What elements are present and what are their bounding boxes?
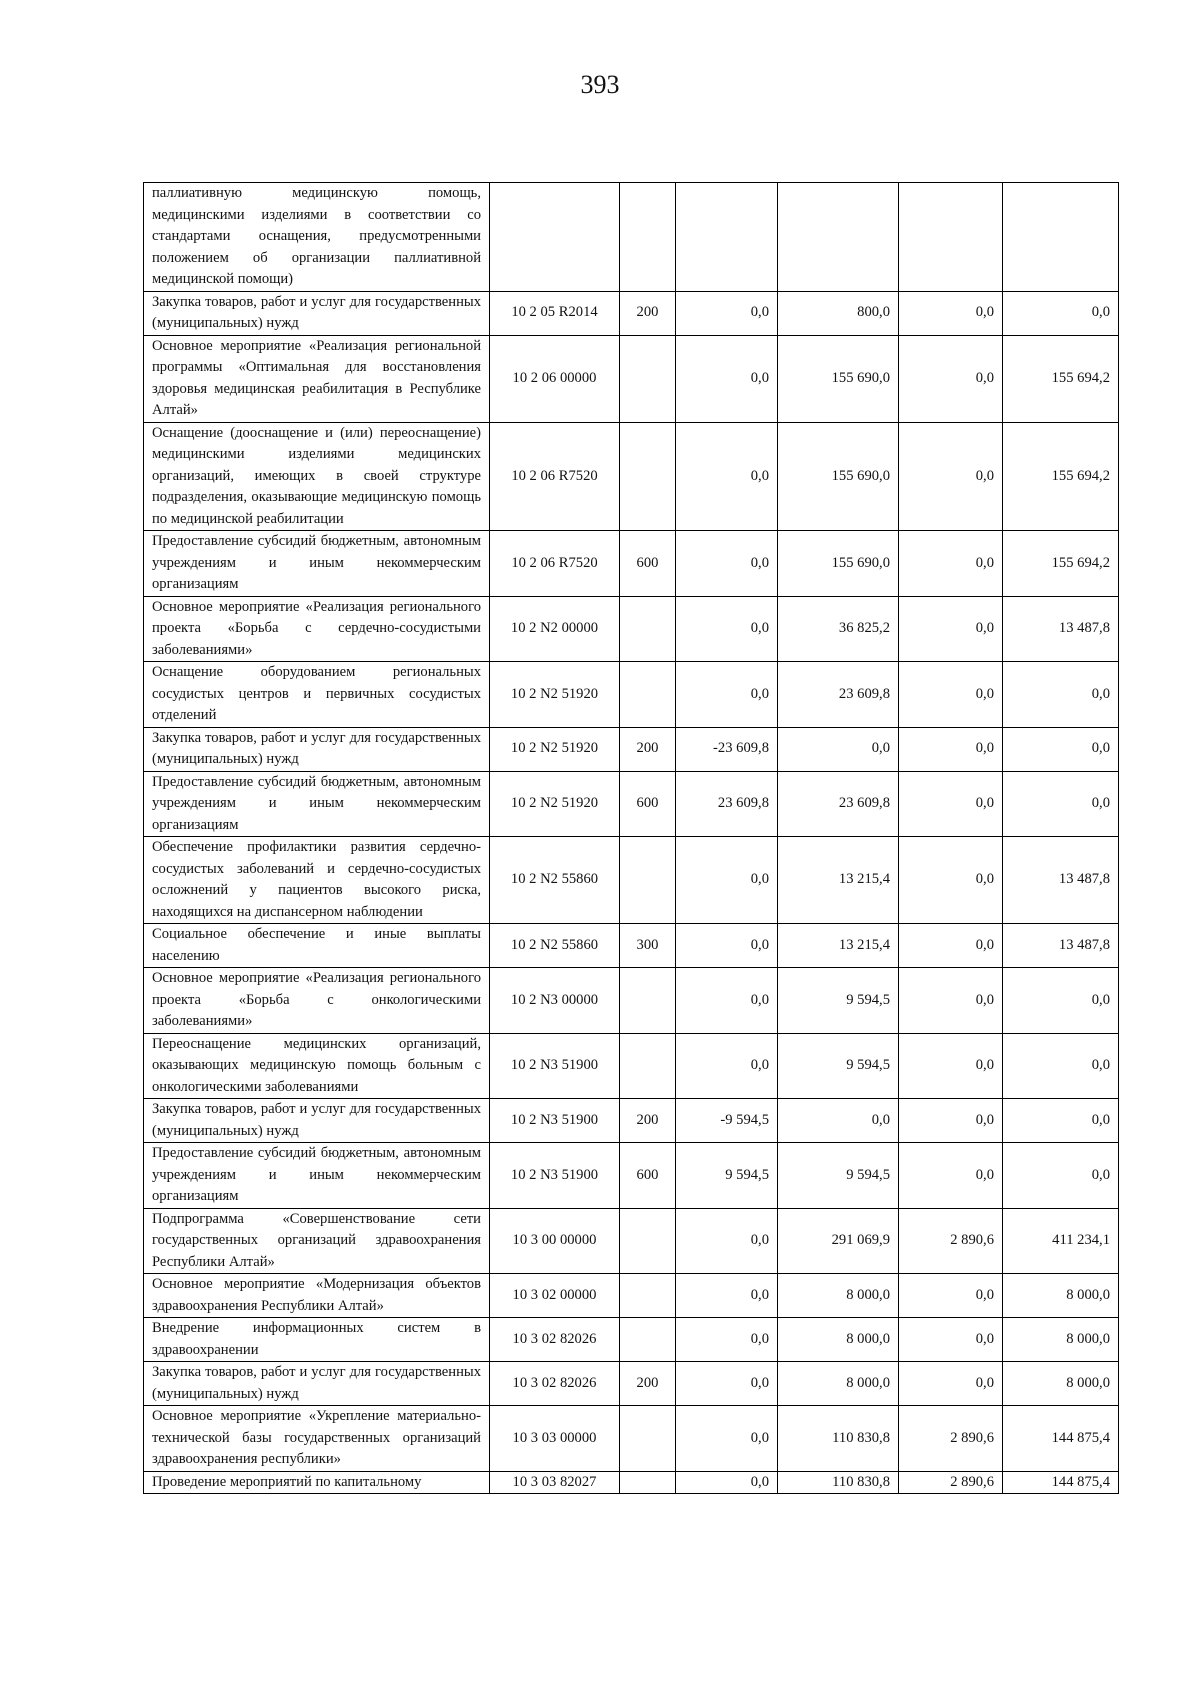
row-value-2: 155 694,2 (1003, 531, 1119, 597)
row-value-change-1: 0,0 (676, 1033, 778, 1099)
row-description: Основное мероприятие «Реализация регионального проекта «Борьба с онкологическими заболеваниями» (144, 968, 490, 1034)
row-value-1: 155 690,0 (778, 531, 899, 597)
row-value-1: 9 594,5 (778, 968, 899, 1034)
row-value-2: 0,0 (1003, 1033, 1119, 1099)
row-value-change-1: 0,0 (676, 1274, 778, 1318)
row-expense-type: 600 (620, 531, 676, 597)
row-value-change-1: 0,0 (676, 335, 778, 422)
row-value-1: 8 000,0 (778, 1274, 899, 1318)
row-description: Закупка товаров, работ и услуг для государственных (муниципальных) нужд (144, 291, 490, 335)
row-value-change-1: -9 594,5 (676, 1099, 778, 1143)
table-row (144, 727, 1119, 771)
row-target-code: 10 2 06 R7520 (490, 531, 620, 597)
row-value-change-2: 0,0 (899, 596, 1003, 662)
row-value-change-2: 0,0 (899, 662, 1003, 728)
row-value-change-2: 0,0 (899, 1274, 1003, 1318)
row-value-change-2: 0,0 (899, 1143, 1003, 1209)
row-value-change-1: 0,0 (676, 968, 778, 1034)
table-row (144, 531, 1119, 597)
row-expense-type: 200 (620, 291, 676, 335)
row-description: Проведение мероприятий по капитальному (144, 1471, 490, 1494)
row-value-change-1: -23 609,8 (676, 727, 778, 771)
row-value-1: 13 215,4 (778, 837, 899, 924)
row-target-code: 10 2 N2 51920 (490, 771, 620, 837)
row-target-code: 10 3 00 00000 (490, 1208, 620, 1274)
row-value-2: 13 487,8 (1003, 596, 1119, 662)
row-expense-type: 200 (620, 1099, 676, 1143)
table-row (144, 596, 1119, 662)
row-value-2: 0,0 (1003, 662, 1119, 728)
row-value-change-2: 2 890,6 (899, 1208, 1003, 1274)
row-target-code (490, 183, 620, 292)
table-row (144, 183, 1119, 292)
row-description: Предоставление субсидий бюджетным, автономным учреждениям и иным некоммерческим организациям (144, 771, 490, 837)
row-value-1: 291 069,9 (778, 1208, 899, 1274)
row-expense-type: 300 (620, 924, 676, 968)
row-target-code: 10 2 N3 51900 (490, 1033, 620, 1099)
row-value-2: 0,0 (1003, 291, 1119, 335)
row-value-2: 0,0 (1003, 1143, 1119, 1209)
row-value-change-2: 0,0 (899, 924, 1003, 968)
row-expense-type (620, 1208, 676, 1274)
row-value-change-2: 0,0 (899, 1033, 1003, 1099)
row-value-1: 155 690,0 (778, 335, 899, 422)
row-expense-type (620, 1318, 676, 1362)
row-target-code: 10 2 N2 51920 (490, 727, 620, 771)
row-value-1 (778, 183, 899, 292)
row-value-1: 110 830,8 (778, 1406, 899, 1472)
row-description: Основное мероприятие «Модернизация объектов здравоохранения Республики Алтай» (144, 1274, 490, 1318)
row-expense-type (620, 1033, 676, 1099)
budget-table (143, 182, 1119, 1494)
row-value-1: 110 830,8 (778, 1471, 899, 1494)
row-expense-type (620, 335, 676, 422)
row-value-2: 0,0 (1003, 727, 1119, 771)
row-expense-type (620, 183, 676, 292)
table-row (144, 1318, 1119, 1362)
row-value-change-1: 0,0 (676, 596, 778, 662)
row-value-change-2: 0,0 (899, 422, 1003, 531)
table-row (144, 1362, 1119, 1406)
row-description: Социальное обеспечение и иные выплаты населению (144, 924, 490, 968)
table-row (144, 662, 1119, 728)
row-value-change-1: 0,0 (676, 1406, 778, 1472)
row-expense-type (620, 837, 676, 924)
row-value-change-2: 0,0 (899, 1362, 1003, 1406)
row-target-code: 10 3 02 82026 (490, 1318, 620, 1362)
row-value-change-2: 0,0 (899, 531, 1003, 597)
row-value-1: 23 609,8 (778, 662, 899, 728)
row-description: Закупка товаров, работ и услуг для государственных (муниципальных) нужд (144, 1362, 490, 1406)
page-number: 393 (580, 70, 620, 99)
row-description: Предоставление субсидий бюджетным, автономным учреждениям и иным некоммерческим организациям (144, 531, 490, 597)
table-row (144, 1406, 1119, 1472)
table-row (144, 1099, 1119, 1143)
row-value-1: 155 690,0 (778, 422, 899, 531)
row-target-code: 10 2 N2 00000 (490, 596, 620, 662)
row-expense-type (620, 596, 676, 662)
row-value-change-1: 0,0 (676, 422, 778, 531)
table-row (144, 771, 1119, 837)
row-value-1: 8 000,0 (778, 1362, 899, 1406)
row-expense-type: 200 (620, 1362, 676, 1406)
row-description: Основное мероприятие «Реализация региональной программы «Оптимальная для восстановления здоровья медицинская реабилитация в Республике Алтай» (144, 335, 490, 422)
row-value-change-2: 0,0 (899, 335, 1003, 422)
row-value-2 (1003, 183, 1119, 292)
row-value-change-1 (676, 183, 778, 292)
row-expense-type (620, 662, 676, 728)
row-value-change-1: 0,0 (676, 1318, 778, 1362)
row-value-change-2: 0,0 (899, 291, 1003, 335)
row-value-1: 0,0 (778, 727, 899, 771)
row-expense-type: 600 (620, 1143, 676, 1209)
row-target-code: 10 2 N2 55860 (490, 924, 620, 968)
row-value-change-1: 0,0 (676, 1362, 778, 1406)
row-value-2: 155 694,2 (1003, 335, 1119, 422)
row-description: Закупка товаров, работ и услуг для государственных (муниципальных) нужд (144, 1099, 490, 1143)
row-target-code: 10 2 N3 00000 (490, 968, 620, 1034)
row-value-1: 36 825,2 (778, 596, 899, 662)
row-description: Подпрограмма «Совершенствование сети государственных организаций здравоохранения Республики Алтай» (144, 1208, 490, 1274)
row-target-code: 10 2 06 R7520 (490, 422, 620, 531)
row-value-change-2: 0,0 (899, 968, 1003, 1034)
row-value-1: 23 609,8 (778, 771, 899, 837)
row-expense-type (620, 1406, 676, 1472)
row-value-change-2: 0,0 (899, 837, 1003, 924)
row-value-change-1: 23 609,8 (676, 771, 778, 837)
row-description: Оснащение (дооснащение и (или) переоснащение) медицинскими изделиями медицинских организаций, имеющих в своей структуре подразделения, оказывающие медицинскую помощь по медицинской реабилитации (144, 422, 490, 531)
row-value-change-1: 0,0 (676, 291, 778, 335)
table-row (144, 1208, 1119, 1274)
row-target-code: 10 2 06 00000 (490, 335, 620, 422)
table-row (144, 291, 1119, 335)
row-value-change-1: 0,0 (676, 662, 778, 728)
row-target-code: 10 2 05 R2014 (490, 291, 620, 335)
row-value-2: 144 875,4 (1003, 1406, 1119, 1472)
row-target-code: 10 3 03 82027 (490, 1471, 620, 1494)
table-body (144, 183, 1119, 1494)
row-description: Закупка товаров, работ и услуг для государственных (муниципальных) нужд (144, 727, 490, 771)
row-value-change-1: 0,0 (676, 924, 778, 968)
row-value-2: 155 694,2 (1003, 422, 1119, 531)
table-row (144, 1033, 1119, 1099)
row-target-code: 10 3 03 00000 (490, 1406, 620, 1472)
row-value-change-1: 0,0 (676, 837, 778, 924)
row-target-code: 10 2 N2 51920 (490, 662, 620, 728)
row-expense-type (620, 1274, 676, 1318)
row-description: Предоставление субсидий бюджетным, автономным учреждениям и иным некоммерческим организациям (144, 1143, 490, 1209)
row-value-change-1: 0,0 (676, 1471, 778, 1494)
row-value-change-2: 0,0 (899, 1099, 1003, 1143)
row-target-code: 10 3 02 82026 (490, 1362, 620, 1406)
row-value-2: 8 000,0 (1003, 1318, 1119, 1362)
table-row (144, 335, 1119, 422)
row-value-1: 13 215,4 (778, 924, 899, 968)
row-description: Переоснащение медицинских организаций, оказывающих медицинскую помощь больным с онкологическими заболеваниями (144, 1033, 490, 1099)
row-value-1: 0,0 (778, 1099, 899, 1143)
row-expense-type: 200 (620, 727, 676, 771)
row-value-2: 0,0 (1003, 1099, 1119, 1143)
row-value-change-2: 0,0 (899, 771, 1003, 837)
row-value-change-1: 9 594,5 (676, 1143, 778, 1209)
row-expense-type (620, 1471, 676, 1494)
table-row (144, 1471, 1119, 1494)
row-description: Оснащение оборудованием региональных сосудистых центров и первичных сосудистых отделений (144, 662, 490, 728)
row-expense-type (620, 422, 676, 531)
row-value-2: 411 234,1 (1003, 1208, 1119, 1274)
row-value-1: 8 000,0 (778, 1318, 899, 1362)
row-description: Основное мероприятие «Реализация регионального проекта «Борьба с сердечно-сосудистыми заболеваниями» (144, 596, 490, 662)
row-target-code: 10 3 02 00000 (490, 1274, 620, 1318)
row-value-change-2: 2 890,6 (899, 1406, 1003, 1472)
row-value-2: 144 875,4 (1003, 1471, 1119, 1494)
row-value-2: 8 000,0 (1003, 1274, 1119, 1318)
row-value-2: 13 487,8 (1003, 924, 1119, 968)
row-description: паллиативную медицинскую помощь, медицинскими изделиями в соответствии со стандартами оснащения, предусмотренными положением об организации паллиативной медицинской помощи) (144, 183, 490, 292)
row-expense-type: 600 (620, 771, 676, 837)
row-target-code: 10 2 N3 51900 (490, 1099, 620, 1143)
row-description: Внедрение информационных систем в здравоохранении (144, 1318, 490, 1362)
row-value-2: 13 487,8 (1003, 837, 1119, 924)
row-expense-type (620, 968, 676, 1034)
row-value-change-1: 0,0 (676, 1208, 778, 1274)
table-row (144, 924, 1119, 968)
table-row (144, 968, 1119, 1034)
row-target-code: 10 2 N2 55860 (490, 837, 620, 924)
table-row (144, 422, 1119, 531)
table-row (144, 1274, 1119, 1318)
row-value-2: 0,0 (1003, 771, 1119, 837)
row-description: Обеспечение профилактики развития сердечно-сосудистых заболеваний и сердечно-сосудистых осложнений у пациентов высокого риска, находящихся на диспансерном наблюдении (144, 837, 490, 924)
table-row (144, 837, 1119, 924)
row-value-1: 9 594,5 (778, 1143, 899, 1209)
row-value-1: 9 594,5 (778, 1033, 899, 1099)
row-description: Основное мероприятие «Укрепление материально-технической базы государственных организаций здравоохранения республики» (144, 1406, 490, 1472)
row-value-2: 0,0 (1003, 968, 1119, 1034)
row-target-code: 10 2 N3 51900 (490, 1143, 620, 1209)
row-value-1: 800,0 (778, 291, 899, 335)
row-value-2: 8 000,0 (1003, 1362, 1119, 1406)
row-value-change-2 (899, 183, 1003, 292)
row-value-change-2: 0,0 (899, 727, 1003, 771)
row-value-change-2: 0,0 (899, 1318, 1003, 1362)
row-value-change-1: 0,0 (676, 531, 778, 597)
row-value-change-2: 2 890,6 (899, 1471, 1003, 1494)
table-row (144, 1143, 1119, 1209)
